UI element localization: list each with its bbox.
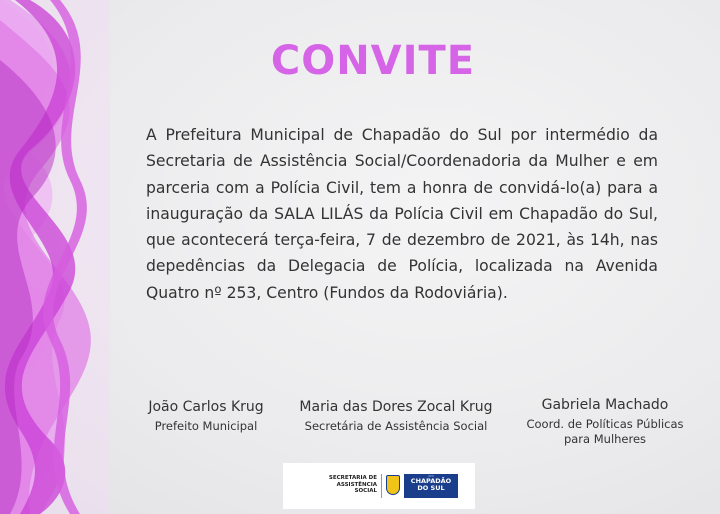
city-crest-icon [386,475,400,495]
signatory-name: Maria das Dores Zocal Krug [299,399,493,415]
city-name-line1: CHAPADÃO [410,477,452,485]
logo-divider [381,474,382,498]
signatory-role: Secretária de Assistência Social [304,419,488,433]
secretaria-logo-text: SECRETARIA DE ASSISTÊNCIA SOCIAL [328,475,377,495]
signatory-role: Prefeito Municipal [154,419,258,433]
signatory-role: Coord. de Políticas Públicas para Mulheres [526,417,684,446]
footer-logo [283,463,475,509]
city-logo: ••• CHAPADÃO DO SUL [404,474,458,498]
signature-mayor [140,398,272,434]
signatory-name: Gabriela Machado [541,397,669,413]
signatory-name: João Carlos Krug [148,399,264,415]
city-name-line2: DO SUL [417,484,445,492]
invitation-body: A Prefeitura Municipal de Chapadão do Sul por intermédio da Secretaria de Assistência Social/Coordenadoria da Mulher e em parceria com a Polícia Civil, tem a honra de convidá-lo(a) para a inauguração da SALA LILÁS da Polícia Civil em Chapadão do Sul, que acontecerá terça-feira, 7 de dezembro de 2021, às 14h, nas depedências da Delegacia de Polícia, localizada na Avenida Quatro nº 253, Centro (Fundos da Rodoviária). [146,126,658,302]
invitation-title: CONVITE [270,38,476,84]
signature-coordinator [522,396,688,447]
signature-secretary [290,398,502,434]
